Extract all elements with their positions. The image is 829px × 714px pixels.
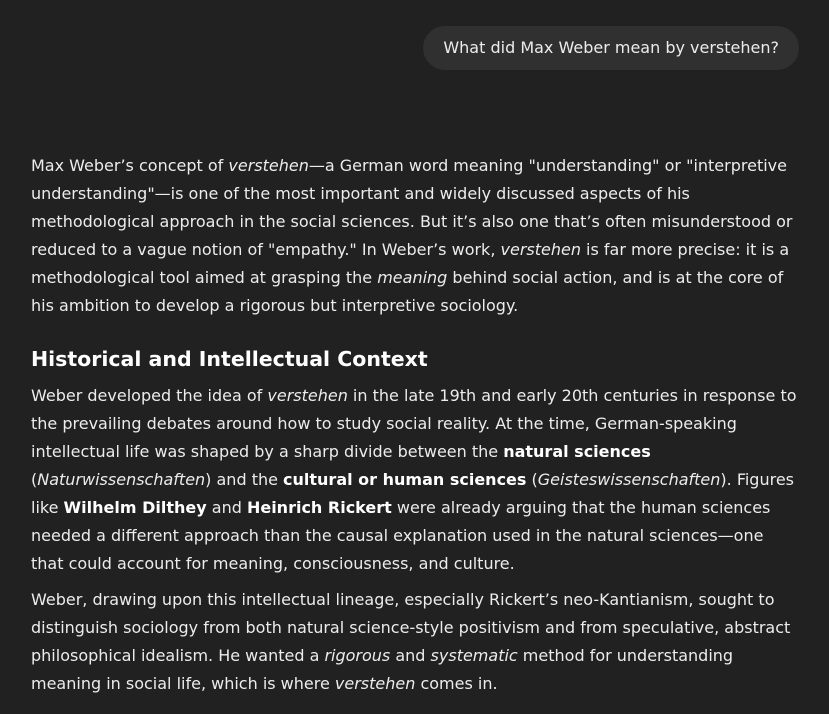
- section-heading: Historical and Intellectual Context: [31, 347, 428, 371]
- text-run: were already arguing that the human sciences needed a different approach than the causal explanation used in the natural sciences—one that could account for meaning, consciousness, and culture.: [31, 498, 771, 573]
- term-geisteswissenschaften: Geisteswissenschaften: [537, 470, 721, 489]
- term-verstehen: verstehen: [267, 386, 348, 405]
- bold-dilthey: Wilhelm Dilthey: [63, 498, 207, 517]
- answer-paragraph-context: [31, 382, 801, 578]
- text-run: —a German word meaning "understanding" or "interpretive understanding"—is one of the most important and widely discussed aspects of his methodological approach in the social sciences. But it’s also one that’s often misunderstood or reduced to a vague notion of "empathy." In Weber’s work,: [31, 156, 793, 259]
- text-run: comes in.: [415, 674, 498, 693]
- assistant-response: [31, 152, 801, 706]
- emphasis-systematic: systematic: [430, 646, 518, 665]
- term-verstehen: verstehen: [228, 156, 309, 175]
- text-run: and: [206, 498, 247, 517]
- answer-paragraph-weber: [31, 586, 801, 698]
- text-run: ) and the: [205, 470, 284, 489]
- text-run: method for understanding meaning in social life, which is where: [31, 646, 734, 693]
- term-verstehen: verstehen: [500, 240, 581, 259]
- term-naturwissenschaften: Naturwissenschaften: [37, 470, 206, 489]
- bold-rickert: Heinrich Rickert: [246, 498, 392, 517]
- text-run: (: [31, 470, 38, 489]
- emphasis-rigorous: rigorous: [324, 646, 391, 665]
- text-run: in the late 19th and early 20th centuries in response to the prevailing debates around how to study social reality. At the time, German-speaking intellectual life was shaped by a sharp divide between the: [31, 386, 797, 461]
- text-run: is far more precise: it is a methodological tool aimed at grasping the: [31, 240, 790, 287]
- text-run: and: [390, 646, 431, 665]
- bold-natural-sciences: natural sciences: [503, 442, 651, 461]
- term-verstehen: verstehen: [334, 674, 416, 693]
- text-run: ). Figures like: [31, 470, 795, 517]
- text-run: Max Weber’s concept of: [31, 156, 229, 175]
- text-run: Weber, drawing upon this intellectual lineage, especially Rickert’s neo-Kantianism, sought to distinguish sociology from both natural science-style positivism and from speculative, abstract philosophical idealism. He wanted a: [31, 590, 791, 665]
- answer-paragraph-intro: [31, 152, 801, 320]
- text-run: Weber developed the idea of: [31, 386, 268, 405]
- bold-human-sciences: cultural or human sciences: [283, 470, 527, 489]
- user-message-bubble: [423, 26, 799, 70]
- text-run: (: [526, 470, 538, 489]
- user-message-text: What did Max Weber mean by verstehen?: [443, 38, 779, 57]
- text-run: behind social action, and is at the core of his ambition to develop a rigorous but interpretive sociology.: [31, 268, 784, 315]
- emphasis-meaning: meaning: [377, 268, 448, 287]
